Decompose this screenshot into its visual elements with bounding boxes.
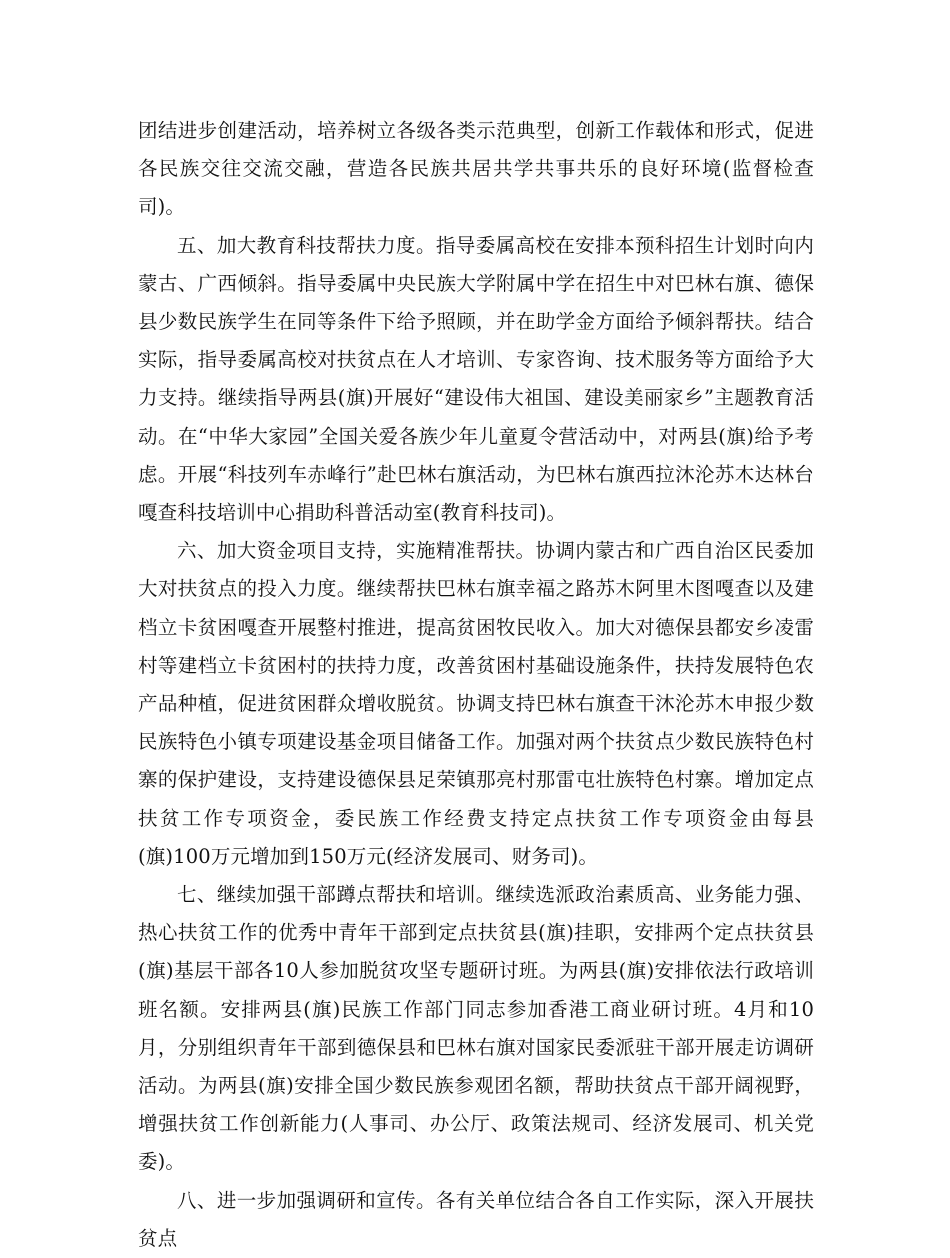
document-body: [138, 112, 814, 1258]
paragraph-cadre-training: 七、继续加强干部蹲点帮扶和培训。继续选派政治素质高、业务能力强、热心扶贫工作的优秀中青年干部到定点扶贫县(旗)挂职，安排两个定点扶贫县(旗)基层干部各10人参加脱贫攻坚专题研讨班。为两县(旗)安排依法行政培训班名额。安排两县(旗)民族工作部门同志参加香港工商业研讨班。4月和10月，分别组织青年干部到德保县和巴林右旗对国家民委派驻干部开展走访调研活动。为两县(旗)安排全国少数民族参观团名额，帮助扶贫点干部开阔视野，增强扶贫工作创新能力(人事司、办公厅、政策法规司、经济发展司、机关党委)。: [138, 883, 814, 1174]
paragraph-education-support: 五、加大教育科技帮扶力度。指导委属高校在安排本预科招生计划时向内蒙古、广西倾斜。指导委属中央民族大学附属中学在招生中对巴林右旗、德保县少数民族学生在同等条件下给予照顾，并在助学金方面给予倾斜帮扶。结合实际，指导委属高校对扶贫点在人才培训、专家咨询、技术服务等方面给予大力支持。继续指导两县(旗)开展好“建设伟大祖国、建设美丽家乡”主题教育活动。在“中华大家园”全国关爱各族少年儿童夏令营活动中，对两县(旗)给予考虑。开展“科技列车赤峰行”赴巴林右旗活动，为巴林右旗西拉沐沦苏木达林台嘎查科技培训中心捐助科普活动室(教育科技司)。: [138, 233, 814, 525]
paragraph-research-publicity: 八、进一步加强调研和宣传。各有关单位结合各自工作实际，深入开展扶贫点: [138, 1188, 814, 1250]
paragraph-continuation: 团结进步创建活动，培养树立各级各类示范典型，创新工作载体和形式，促进各民族交往交流交融，营造各民族共居共学共事共乐的良好环境(监督检查司)。: [138, 119, 814, 219]
paragraph-funding-support: 六、加大资金项目支持，实施精准帮扶。协调内蒙古和广西自治区民委加大对扶贫点的投入力度。继续帮扶巴林右旗幸福之路苏木阿里木图嘎查以及建档立卡贫困嘎查开展整村推进，提高贫困牧民收入。加大对德保县都安乡凌雷村等建档立卡贫困村的扶持力度，改善贫困村基础设施条件，扶持发展特色农产品种植，促进贫困群众增收脱贫。协调支持巴林右旗查干沐沦苏木申报少数民族特色小镇专项建设基金项目储备工作。加强对两个扶贫点少数民族特色村寨的保护建设，支持建设德保县足荣镇那亮村那雷屯壮族特色村寨。增加定点扶贫工作专项资金，委民族工作经费支持定点扶贫工作专项资金由每县(旗)100万元增加到150万元(经济发展司、财务司)。: [138, 539, 814, 868]
